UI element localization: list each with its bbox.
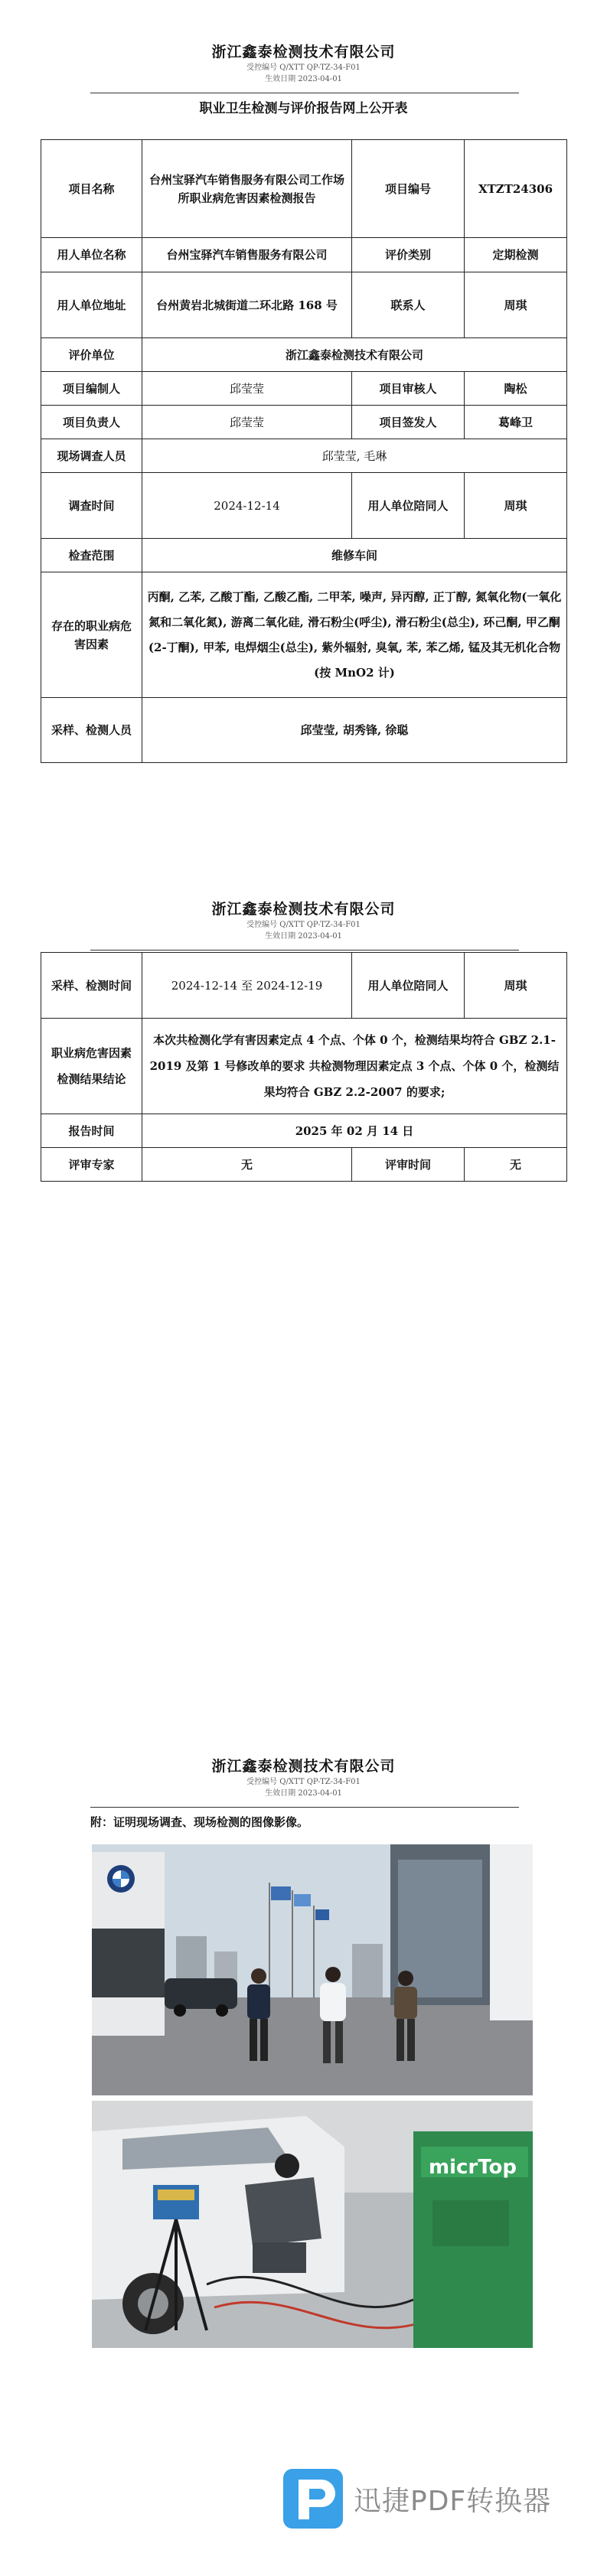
review-time-value: 无: [465, 1148, 567, 1182]
company-name: 浙江鑫泰检测技术有限公司: [211, 901, 396, 918]
site-detection-photo: [92, 2101, 533, 2348]
page-header-3: [0, 1756, 607, 1799]
control-number: 受控编号 Q/XTT QP-TZ-34-F01: [246, 1778, 361, 1786]
pdf-converter-logo-icon: [283, 2469, 343, 2529]
report-time-label: 报告时间: [41, 1114, 142, 1148]
project-no-label: 项目编号: [352, 140, 465, 238]
survey-time-label: 调查时间: [41, 473, 142, 539]
project-no-value: XTZT24306: [465, 140, 567, 238]
site-survey-photo-drawing: [92, 1844, 533, 2095]
project-name-value: 台州宝驿汽车销售服务有限公司工作场所职业病危害因素检测报告: [142, 140, 352, 238]
companion-label-2: 用人单位陪同人: [352, 953, 465, 1019]
companion-label: 用人单位陪同人: [352, 473, 465, 539]
reviewer-label: 项目审核人: [352, 372, 465, 406]
contact-label: 联系人: [352, 272, 465, 338]
surveyor-label: 现场调查人员: [41, 439, 142, 473]
document-title: 职业卫生检测与评价报告网上公开表: [199, 101, 408, 116]
review-time-label: 评审时间: [352, 1148, 465, 1182]
company-name: 浙江鑫泰检测技术有限公司: [211, 44, 396, 60]
site-survey-photo: [92, 1844, 533, 2095]
attachment-note: 附：证明现场调查、现场检测的图像影像。: [90, 1815, 309, 1829]
leader-label: 项目负责人: [41, 406, 142, 439]
page-header-1: [0, 42, 607, 85]
page-header-2: [0, 899, 607, 942]
company-name: 浙江鑫泰检测技术有限公司: [211, 1758, 396, 1775]
scope-value: 维修车间: [142, 539, 567, 572]
compiler-label: 项目编制人: [41, 372, 142, 406]
welder-brand-text: micrTop: [429, 2156, 517, 2179]
address-value: 台州黄岩北城街道二环北路 168 号: [142, 272, 352, 338]
report-table-2: [41, 952, 567, 1182]
effective-date: 生效日期 2023-04-01: [265, 75, 342, 83]
sampling-time-label: 采样、检测时间: [41, 953, 142, 1019]
conclusion-label: 职业病危害因素检测结果结论: [41, 1019, 142, 1114]
experts-label: 评审专家: [41, 1148, 142, 1182]
effective-date: 生效日期 2023-04-01: [265, 1789, 342, 1798]
scope-label: 检查范围: [41, 539, 142, 572]
control-number: 受控编号 Q/XTT QP-TZ-34-F01: [246, 64, 361, 72]
leader-value: 邱莹莹: [142, 406, 352, 439]
sampling-time-value: 2024-12-14 至 2024-12-19: [142, 953, 352, 1019]
watermark-text: 迅捷PDF转换器: [354, 2485, 552, 2517]
conclusion-value: 本次共检测化学有害因素定点 4 个点、个体 0 个，检测结果均符合 GBZ 2.1-2019 及第 1 号修改单的要求 共检测物理因素定点 3 个点、个体 0 个，检测结果均符合 GBZ 2.2-2007 的要求;: [142, 1019, 567, 1114]
header-divider: [90, 1807, 519, 1808]
experts-value: 无: [142, 1148, 352, 1182]
companion-value: 周琪: [465, 473, 567, 539]
contact-value: 周琪: [465, 272, 567, 338]
header-divider: [90, 950, 519, 951]
effective-date: 生效日期 2023-04-01: [265, 932, 342, 941]
employer-label: 用人单位名称: [41, 238, 142, 272]
report-time-value: 2025 年 02 月 14 日: [142, 1114, 567, 1148]
pdf-converter-watermark: [283, 2464, 559, 2533]
survey-time-value: 2024-12-14: [142, 473, 352, 539]
address-label: 用人单位地址: [41, 272, 142, 338]
evaluator-label: 评价单位: [41, 338, 142, 372]
eval-type-value: 定期检测: [465, 238, 567, 272]
compiler-value: 邱莹莹: [142, 372, 352, 406]
surveyor-value: 邱莹莹, 毛琳: [142, 439, 567, 473]
evaluator-value: 浙江鑫泰检测技术有限公司: [142, 338, 567, 372]
site-detection-photo-drawing: [92, 2101, 533, 2348]
companion-value-2: 周琪: [465, 953, 567, 1019]
signer-label: 项目签发人: [352, 406, 465, 439]
reviewer-value: 陶松: [465, 372, 567, 406]
hazards-label: 存在的职业病危害因素: [41, 572, 142, 698]
project-name-label: 项目名称: [41, 140, 142, 238]
signer-value: 葛峰卫: [465, 406, 567, 439]
eval-type-label: 评价类别: [352, 238, 465, 272]
sampling-staff-value: 邱莹莹, 胡秀锋, 徐聪: [142, 698, 567, 763]
employer-value: 台州宝驿汽车销售服务有限公司: [142, 238, 352, 272]
control-number: 受控编号 Q/XTT QP-TZ-34-F01: [246, 921, 361, 929]
hazards-value: 丙酮, 乙苯, 乙酸丁酯, 乙酸乙酯, 二甲苯, 噪声, 异丙醇, 正丁醇, 氮氧化物(一氧化氮和二氧化氮), 游离二氧化硅, 滑石粉尘(呼尘), 滑石粉尘(总尘), 环己酮, 甲乙酮(2-丁酮), 甲苯, 电焊烟尘(总尘), 紫外辐射, 臭氧, 苯, 苯乙烯, 锰及其无机化合物(按 MnO2 计): [142, 572, 567, 698]
sampling-staff-label: 采样、检测人员: [41, 698, 142, 763]
report-table-1: [41, 139, 567, 763]
